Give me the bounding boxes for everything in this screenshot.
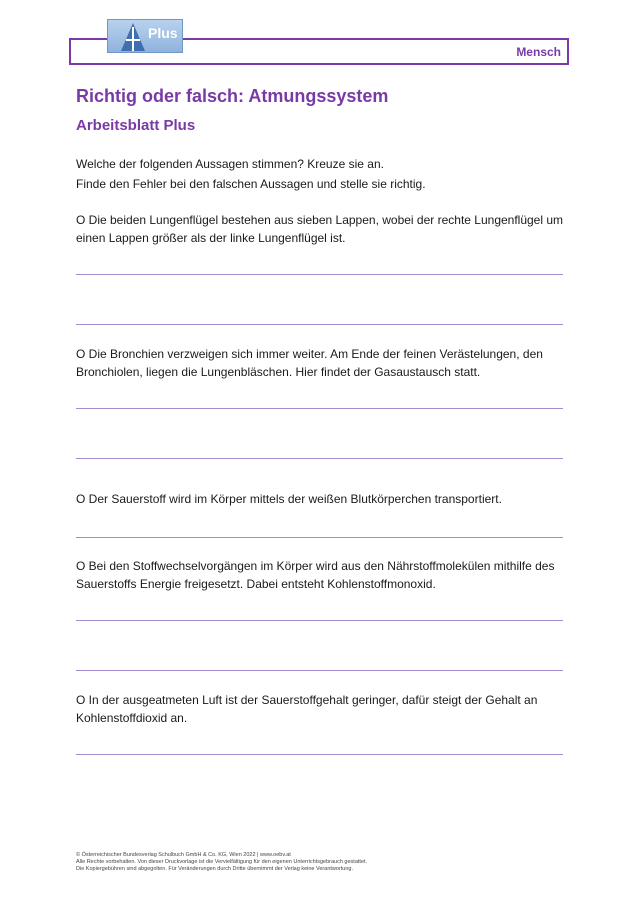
answer-line[interactable] — [76, 620, 563, 621]
statement-1: O Die beiden Lungenflügel bestehen aus sieben Lappen, wobei der rechte Lungenflügel um einen Lappen größer als der linke Lungenflügel ist. — [76, 213, 564, 245]
statement-2: O Die Bronchien verzweigen sich immer weiter. Am Ende der feinen Verästelungen, den Bronchiolen, liegen die Lungenbläschen. Hier findet der Gasaustausch statt. — [76, 347, 543, 379]
footer-line-3: Die Kopiergebühren sind abgegolten. Für Veränderungen durch Dritte übernimmt der Verlag keine Verantwortung. — [76, 866, 354, 872]
answer-line[interactable] — [76, 408, 563, 409]
answer-line[interactable] — [76, 324, 563, 325]
footer — [76, 852, 556, 873]
logo-text: Plus — [148, 25, 178, 41]
answer-line[interactable] — [76, 754, 563, 755]
footer-line-1: © Österreichischer Bundesverlag Schulbuch GmbH & Co. KG, Wien 2022 | www.oebv.at — [76, 852, 291, 858]
footer-line-2: Alle Rechte vorbehalten. Von dieser Druckvorlage ist die Vervielfältigung für den eigenen Unterrichtsgebrauch gestattet. — [76, 859, 368, 865]
triangle-logo-icon — [120, 22, 146, 52]
statement-4: O Bei den Stoffwechselvorgängen im Körper wird aus den Nährstoffmolekülen mithilfe des Sauerstoffs Energie freigesetzt. Dabei entsteht Kohlenstoffmonoxid. — [76, 559, 555, 591]
answer-line[interactable] — [76, 670, 563, 671]
subject-label: Mensch — [516, 45, 561, 59]
publisher-logo — [107, 19, 183, 53]
answer-line[interactable] — [76, 537, 563, 538]
answer-line[interactable] — [76, 458, 563, 459]
page-title: Richtig oder falsch: Atmungssystem — [76, 86, 389, 106]
page-subtitle: Arbeitsblatt Plus — [76, 117, 196, 134]
instruction-2: Finde den Fehler bei den falschen Aussagen und stelle sie richtig. — [76, 177, 426, 191]
instruction-1: Welche der folgenden Aussagen stimmen? Kreuze sie an. — [76, 157, 384, 171]
statement-5: O In der ausgeatmeten Luft ist der Sauerstoffgehalt geringer, dafür steigt der Gehalt an Kohlenstoffdioxid an. — [76, 693, 538, 725]
statement-3: O Der Sauerstoff wird im Körper mittels der weißen Blutkörperchen transportiert. — [76, 492, 502, 506]
answer-line[interactable] — [76, 274, 563, 275]
